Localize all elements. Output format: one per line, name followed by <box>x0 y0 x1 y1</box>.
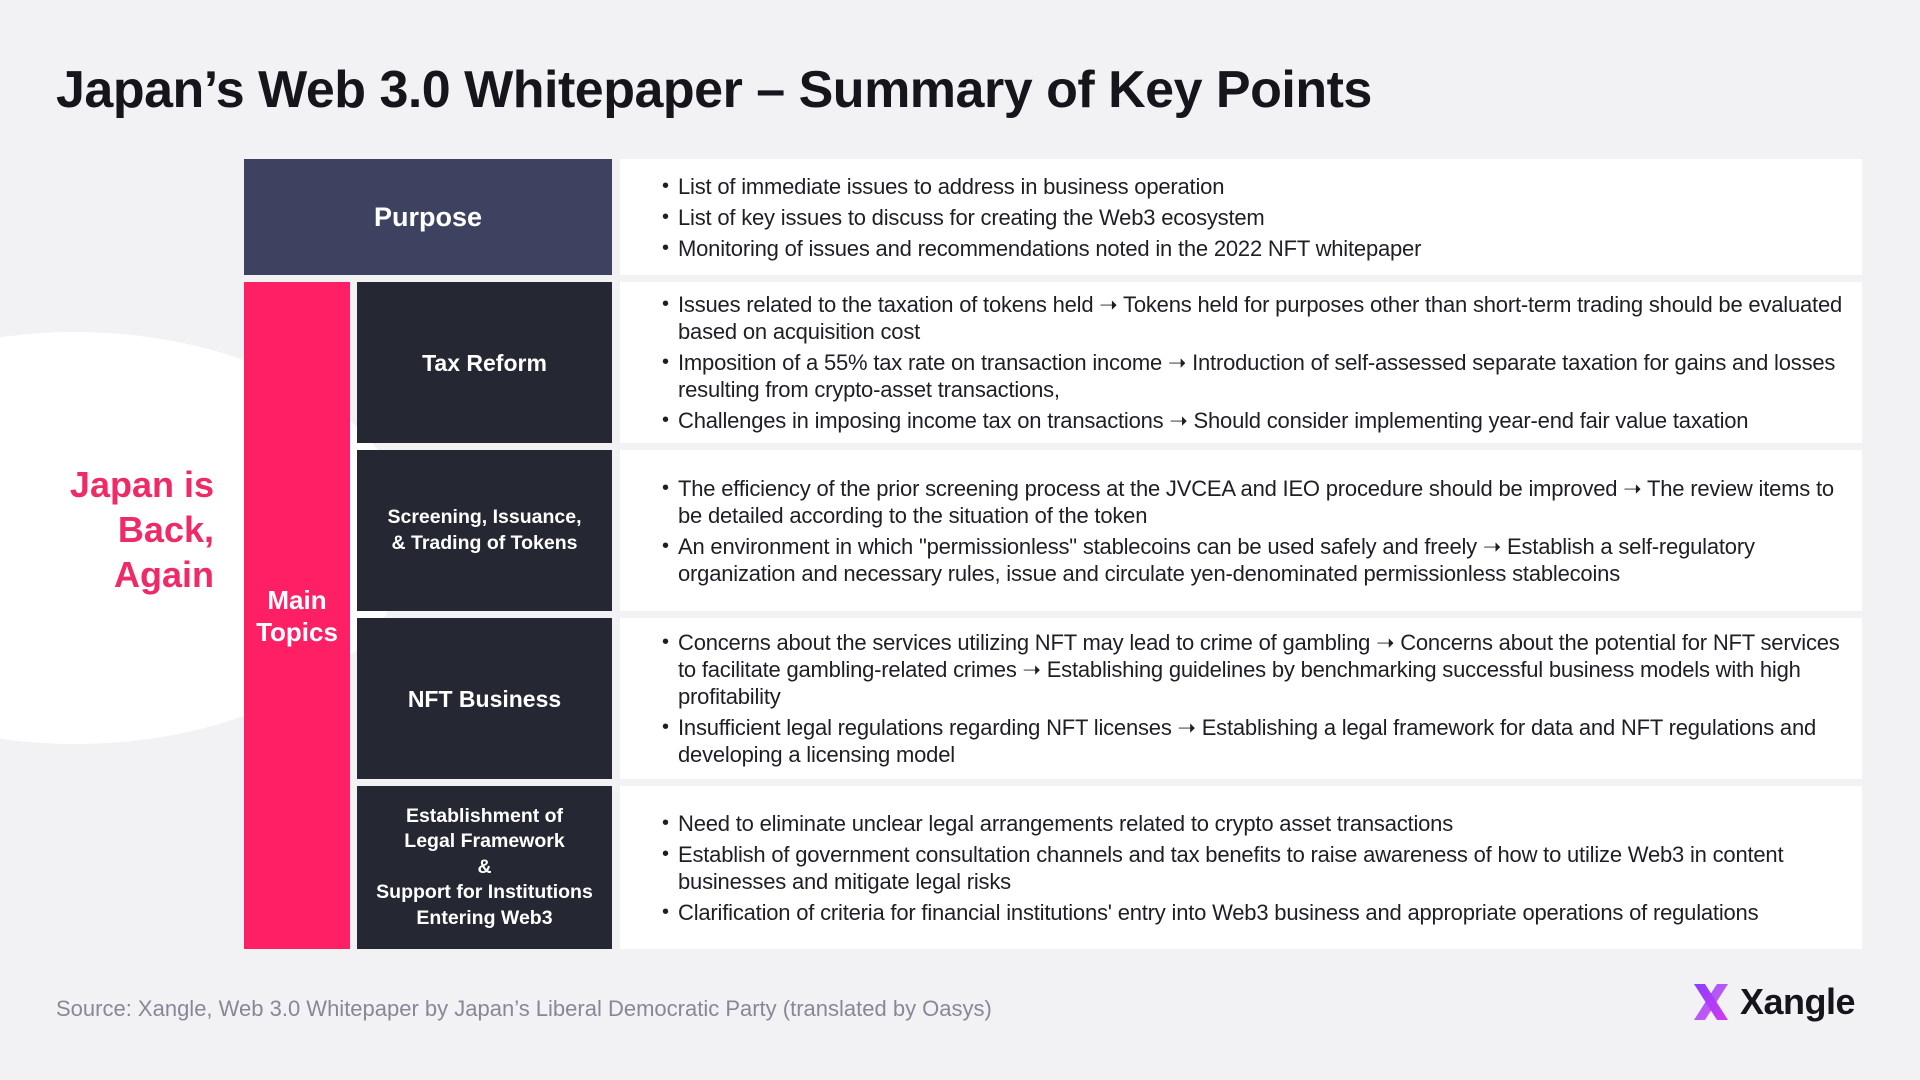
topic-description-screening <box>620 450 1862 611</box>
topic-points <box>642 287 1844 438</box>
bullet-point: • Issues related to the taxation of tokens held ➝ Tokens held for purposes other than short-term trading should be evaluated based on acquisition cost <box>642 291 1844 345</box>
bullet-point: • Concerns about the services utilizing NFT may lead to crime of gambling ➝ Concerns about the potential for NFT services to facilitate gambling-related crimes ➝ Establishing guidelines by benchmarking successful business models with high profitability <box>642 629 1844 710</box>
topic-label-tax-reform <box>357 282 612 443</box>
bullet-point: • Insufficient legal regulations regarding NFT licenses ➝ Establishing a legal framework for data and NFT regulations and developing a licensing model <box>642 714 1844 768</box>
topic-label-line: Legal Framework <box>404 830 565 853</box>
purpose-label: Purpose <box>244 159 612 275</box>
bullet-point: • Establish of government consultation channels and tax benefits to raise awareness of how to utilize Web3 in content businesses and mitigate legal risks <box>642 841 1844 895</box>
topic-points <box>642 471 1844 591</box>
tagline <box>40 462 214 597</box>
bullet-point: • Clarification of criteria for financial institutions' entry into Web3 business and appropriate operations of regulations <box>642 899 1844 926</box>
topic-label-line: Tax Reform <box>422 349 547 376</box>
topic-label-line: Entering Web3 <box>416 906 553 929</box>
topic-description-nft-business <box>620 618 1862 779</box>
tagline-line: Japan is <box>69 464 214 505</box>
topic-description-legal-framework <box>620 786 1862 949</box>
tagline-line: Back, <box>117 509 214 550</box>
logo-text: Xangle <box>1740 981 1856 1022</box>
page-title: Japan’s Web 3.0 Whitepaper – Summary of Key Points <box>56 61 1372 119</box>
bullet-point: • Need to eliminate unclear legal arrangements related to crypto asset transactions <box>642 810 1844 837</box>
bullet-point: • Imposition of a 55% tax rate on transaction income ➝ Introduction of self-assessed separate taxation for gains and losses resulting from crypto-asset transactions, <box>642 349 1844 403</box>
purpose-points <box>642 169 1844 266</box>
topic-points <box>642 806 1844 930</box>
source-note: Source: Xangle, Web 3.0 Whitepaper by Japan’s Liberal Democratic Party (translated by Oasys) <box>56 996 992 1021</box>
topic-label-nft-business <box>357 618 612 779</box>
topic-label-line: Support for Institutions <box>376 881 593 904</box>
topic-label-line: Screening, Issuance, <box>387 506 582 528</box>
topic-label-legal-framework <box>357 786 612 949</box>
topic-label-line: NFT Business <box>407 685 562 712</box>
bullet-point: • The efficiency of the prior screening process at the JVCEA and IEO procedure should be improved ➝ The review items to be detailed according to the situation of the token <box>642 475 1844 529</box>
topic-label-screening <box>357 450 612 611</box>
bullet-point: • Challenges in imposing income tax on transactions ➝ Should consider implementing year-end fair value taxation <box>642 407 1844 434</box>
bullet-point: • An environment in which "permissionless" stablecoins can be used safely and freely ➝ Establish a self-regulatory organization and necessary rules, issue and circulate yen-denominated permissionless stablecoins <box>642 533 1844 587</box>
main-topics-line: Main <box>267 584 327 615</box>
xangle-logo <box>1690 981 1855 1023</box>
bullet-point: • List of key issues to discuss for creating the Web3 ecosystem <box>642 204 1844 231</box>
main-topics-label <box>244 282 350 949</box>
topic-label-line: & <box>477 855 492 878</box>
bullet-point: • List of immediate issues to address in business operation <box>642 173 1844 200</box>
tagline-line: Again <box>113 554 214 595</box>
bullet-point: • Monitoring of issues and recommendations noted in the 2022 NFT whitepaper <box>642 235 1844 262</box>
purpose-description <box>620 159 1862 275</box>
topic-points <box>642 625 1844 772</box>
main-topics-line: Topics <box>256 616 338 647</box>
topic-label-line: Establishment of <box>405 804 564 827</box>
topic-label-line: & Trading of Tokens <box>391 531 578 554</box>
topic-description-tax-reform <box>620 282 1862 443</box>
xangle-x-icon <box>1690 981 1732 1023</box>
